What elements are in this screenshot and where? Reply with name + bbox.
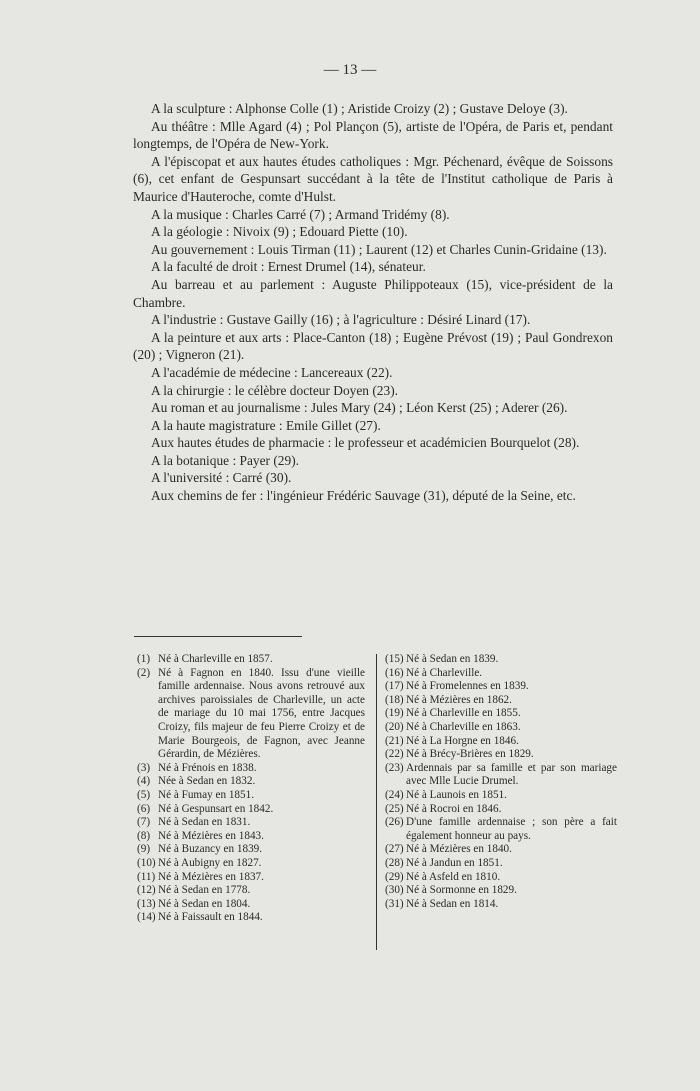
footnote-text: Né à Sedan en 1814. [406, 897, 499, 910]
footnote [385, 789, 617, 803]
footnote-number: (29) [385, 870, 404, 883]
paragraph: A l'université : Carré (30). [151, 470, 292, 486]
footnote-text: Ardennais par sa famille et par son mariage avec Mlle Lucie Drumel. [406, 761, 617, 788]
paragraph: Au roman et au journalisme : Jules Mary (24) ; Léon Kerst (25) ; Aderer (26). [151, 400, 568, 416]
paragraph: A la musique : Charles Carré (7) ; Armand Tridémy (8). [151, 206, 450, 222]
footnote-text: Né à Jandun en 1851. [406, 856, 503, 869]
footnote-text: Né à Rocroi en 1846. [406, 802, 502, 815]
footnote-number: (18) [385, 693, 404, 706]
footnote-number: (27) [385, 843, 404, 856]
footnote-text: Né à Frénois en 1838. [158, 761, 257, 774]
page-number: — 13 — [323, 62, 377, 78]
footnote-text: Né à Gespunsart en 1842. [158, 802, 274, 815]
footnote-number: (9) [137, 843, 151, 856]
footnote [137, 871, 365, 885]
footnote-number: (22) [385, 748, 404, 761]
paragraph: Aux hautes études de pharmacie : le professeur et académicien Bourquelot (28). [151, 435, 580, 451]
footnote [137, 884, 365, 898]
footnote-number: (1) [137, 653, 151, 665]
footnote [137, 667, 365, 762]
footnote-text: Né à Charleville en 1857. [158, 653, 273, 665]
footnote [137, 898, 365, 912]
paragraph: Au gouvernement : Louis Tirman (11) ; Laurent (12) et Charles Cunin-Gridaine (13). [151, 241, 607, 257]
footnote-text: Né à Mézières en 1837. [158, 870, 264, 883]
footnote [137, 830, 365, 844]
footnote-text: Né à Charleville en 1855. [406, 707, 521, 720]
footnote [385, 762, 617, 789]
paragraph: Au théâtre : Mlle Agard (4) ; Pol Plançon (5), artiste de l'Opéra, de Paris et, pendant longtemps, de l'Opéra de New-York. [133, 118, 613, 152]
footnote-number: (8) [137, 829, 151, 842]
footnote-text: Né à Sedan en 1839. [406, 653, 499, 665]
footnote-text: Né à Sedan en 1831. [158, 816, 251, 829]
footnotes-right-column [385, 653, 617, 911]
footnote-text: Né à Sormonne en 1829. [406, 884, 517, 897]
footnote-number: (26) [385, 816, 404, 829]
footnote-text: Née à Sedan en 1832. [158, 775, 256, 788]
footnote [385, 707, 617, 721]
footnote [385, 735, 617, 749]
footnote [385, 803, 617, 817]
paragraph: A la haute magistrature : Emile Gillet (27). [151, 417, 381, 433]
footnote-separator [134, 636, 302, 637]
footnote-number: (12) [137, 884, 156, 897]
footnote-text: Né à Charleville en 1863. [406, 720, 521, 733]
footnote-number: (30) [385, 884, 404, 897]
footnote-number: (21) [385, 734, 404, 747]
footnote [137, 775, 365, 789]
footnote [385, 721, 617, 735]
footnote-text: Né à Buzancy en 1839. [158, 843, 263, 856]
paragraph: A la géologie : Nivoix (9) ; Edouard Piette (10). [151, 224, 408, 240]
footnote [385, 843, 617, 857]
footnote [137, 911, 365, 925]
footnote-number: (24) [385, 788, 404, 801]
footnote-text: Né à Faissault en 1844. [158, 911, 263, 924]
footnote [385, 871, 617, 885]
footnote-number: (28) [385, 856, 404, 869]
footnote-text: Né à Asfeld en 1810. [406, 870, 501, 883]
footnote [137, 857, 365, 871]
footnote-number: (23) [385, 761, 404, 774]
footnote-number: (13) [137, 897, 156, 910]
paragraph: A la faculté de droit : Ernest Drumel (14), sénateur. [151, 259, 426, 275]
footnote-number: (14) [137, 911, 156, 924]
footnote [385, 884, 617, 898]
paragraph: A la sculpture : Alphonse Colle (1) ; Aristide Croizy (2) ; Gustave Deloye (3). [151, 101, 568, 116]
footnote-number: (31) [385, 897, 404, 910]
footnote [137, 653, 365, 667]
footnote-number: (25) [385, 802, 404, 815]
footnote [385, 653, 617, 667]
footnote-text: Né à Mézières en 1862. [406, 693, 512, 706]
body-text [133, 100, 613, 505]
footnote-number: (2) [137, 666, 151, 679]
column-divider [376, 654, 377, 950]
paragraph: Au barreau et au parlement : Auguste Philippoteaux (15), vice-président de la Chambre. [133, 276, 613, 310]
footnote-text: D'une famille ardennaise ; son père a fait également honneur au pays. [406, 816, 617, 842]
footnote-number: (17) [385, 680, 404, 693]
paragraph: A l'industrie : Gustave Gailly (16) ; à l'agriculture : Désiré Linard (17). [151, 312, 531, 328]
paragraph: A l'académie de médecine : Lancereaux (22). [151, 364, 393, 380]
footnotes-left-column [137, 653, 365, 925]
footnote-text: Né à Launois en 1851. [406, 788, 507, 801]
footnote-text: Né à Sedan en 1804. [158, 897, 251, 910]
footnote [137, 816, 365, 830]
paragraph: A la botanique : Payer (29). [151, 452, 300, 468]
footnote-text: Né à Fromelennes en 1839. [406, 680, 529, 693]
footnote-number: (20) [385, 720, 404, 733]
footnote [385, 898, 617, 912]
footnote [385, 680, 617, 694]
footnote [137, 789, 365, 803]
footnote-number: (11) [137, 870, 156, 883]
footnote [385, 748, 617, 762]
paragraph: A l'épiscopat et aux hautes études catholiques : Mgr. Péchenard, évêque de Soissons (6), cet enfant de Gespunsart succédant à la tête de l'Institut catholique de Paris à Maurice d'Hauteroche, comte d'Hulst. [133, 153, 613, 204]
footnote-number: (5) [137, 788, 151, 801]
footnote-text: Né à Aubigny en 1827. [158, 856, 262, 869]
footnote [385, 816, 617, 843]
footnote-number: (7) [137, 816, 151, 829]
footnote [385, 857, 617, 871]
footnote-text: Né à Sedan en 1778. [158, 884, 251, 897]
footnote [137, 803, 365, 817]
footnote-number: (3) [137, 761, 151, 774]
footnote [385, 667, 617, 681]
paragraph: A la chirurgie : le célèbre docteur Doyen (23). [151, 382, 399, 398]
footnote-text: Né à Mézières en 1840. [406, 843, 512, 856]
footnote-number: (10) [137, 856, 156, 869]
footnote-text: Né à Mézières en 1843. [158, 829, 264, 842]
footnote-number: (19) [385, 707, 404, 720]
paragraph: Aux chemins de fer : l'ingénieur Frédéric Sauvage (31), député de la Seine, etc. [151, 488, 576, 504]
footnote [385, 694, 617, 708]
footnote [137, 762, 365, 776]
footnote-number: (16) [385, 666, 404, 679]
footnote-number: (15) [385, 653, 404, 665]
footnote-number: (6) [137, 802, 151, 815]
footnote-text: Né à Fumay en 1851. [158, 788, 255, 801]
footnote-text: Né à Fagnon en 1840. Issu d'une vieille famille ardennaise. Nous avons retrouvé aux archives paroissiales de Charleville, un acte de mariage du 10 mai 1756, entre Jacques Croizy, fils majeur de feu Pierre Croizy et de Marie Bourgeois, de Fagnon, avec Jeanne Gérardin, de Mézières. [158, 666, 365, 761]
paragraph: A la peinture et aux arts : Place-Canton (18) ; Eugène Prévost (19) ; Paul Gondrexon (20) ; Vigneron (21). [133, 329, 613, 363]
footnote-number: (4) [137, 775, 151, 788]
footnote-text: Né à La Horgne en 1846. [406, 734, 519, 747]
footnote [137, 843, 365, 857]
footnote-text: Né à Brécy-Brières en 1829. [406, 748, 534, 761]
footnote-text: Né à Charleville. [406, 666, 483, 679]
